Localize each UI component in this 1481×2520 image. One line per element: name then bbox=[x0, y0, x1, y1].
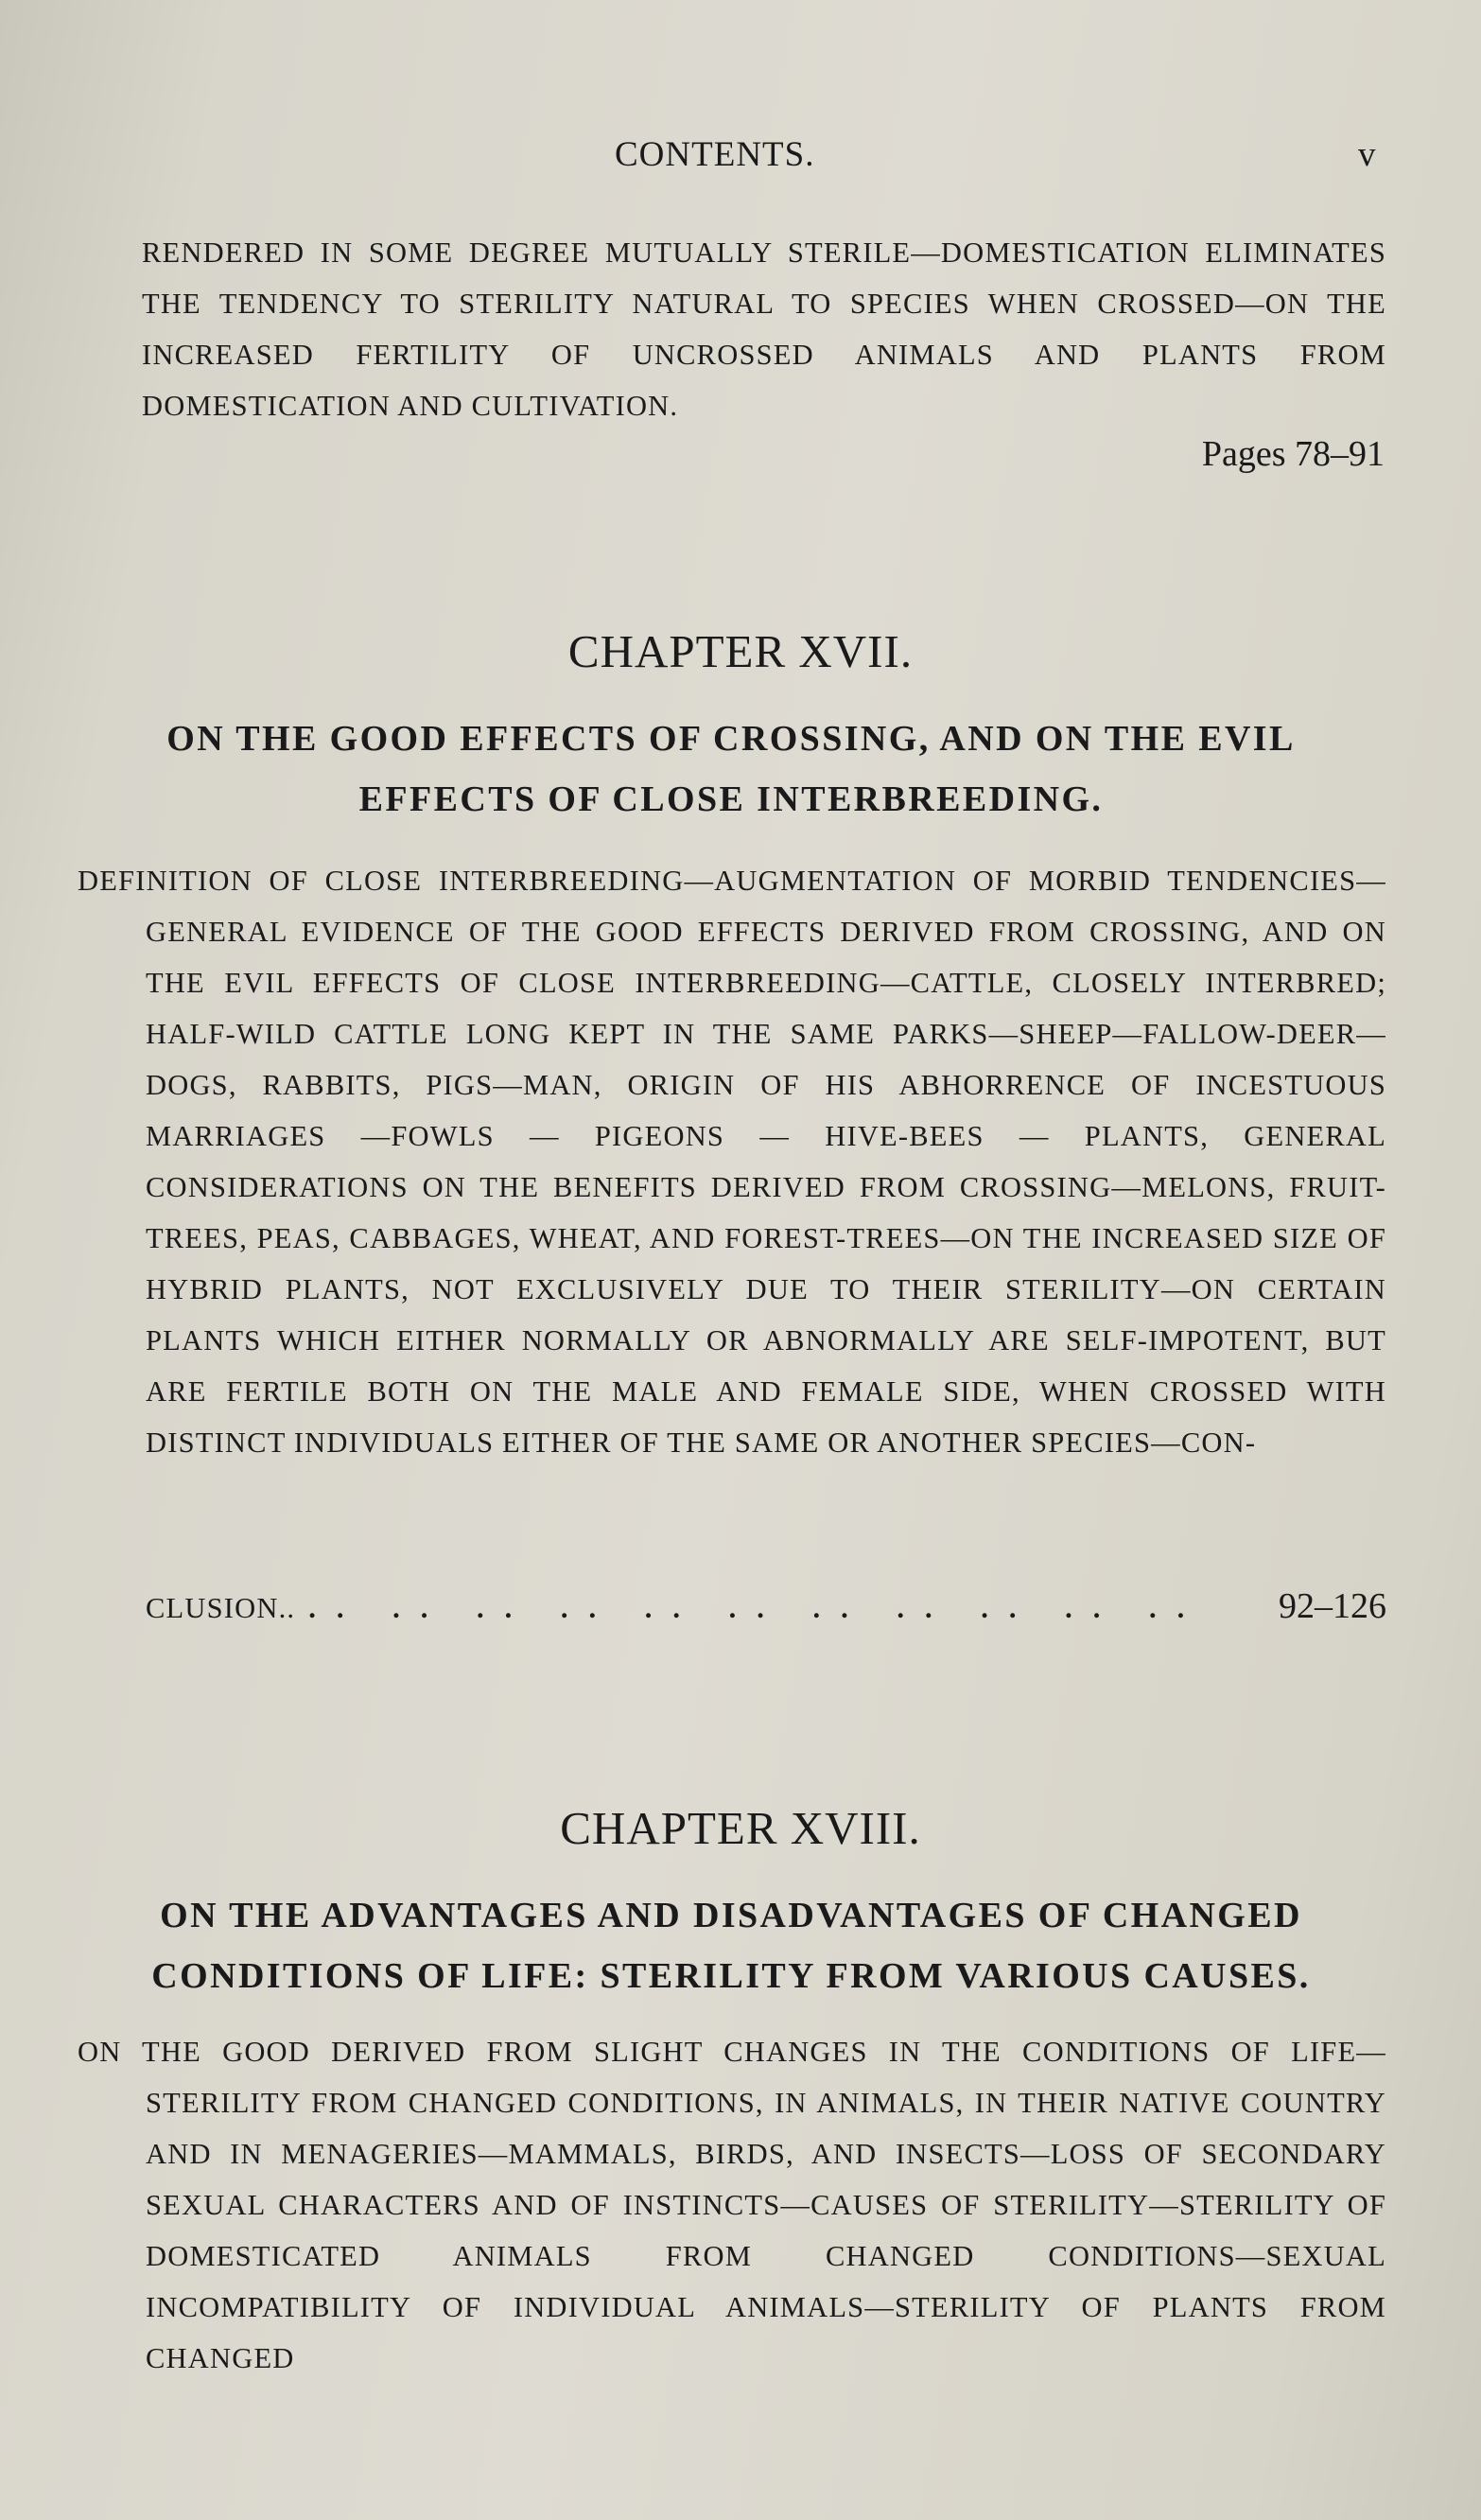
dot-leader: .. .. .. .. .. .. .. .. .. .. .. bbox=[308, 1592, 1206, 1624]
chapter-17-last-word: CLUSION.. bbox=[146, 1592, 296, 1624]
chapter-17-subtitle: ON THE GOOD EFFECTS OF CROSSING, AND ON THE EVIL EFFECTS OF CLOSE INTERBREEDING. bbox=[166, 719, 1296, 819]
chapter-18-subtitle: ON THE ADVANTAGES AND DISADVANTAGES OF CHANGED CONDITIONS OF LIFE: STERILITY FROM VARIOUS CAUSES. bbox=[151, 1896, 1311, 1996]
chapter-17-page-range: 92–126 bbox=[1279, 1586, 1386, 1626]
continuation-summary: RENDERED IN SOME DEGREE MUTUALLY STERILE—DOMESTICATION ELIMINATES THE TENDENCY TO STERILITY NATURAL TO SPECIES WHEN CROSSED—ON THE INCREASED FERTILITY OF UNCROSSED ANIMALS AND PLANTS FROM DOMESTICATION AND CULTIVATION. bbox=[142, 236, 1386, 422]
chapter-17-final-line bbox=[146, 1585, 1386, 1627]
continuation-page-range: Pages 78–91 bbox=[1201, 434, 1385, 474]
running-head bbox=[0, 134, 1481, 182]
page-numeral: v bbox=[1358, 135, 1376, 174]
chapter-17-summary: DEFINITION OF CLOSE INTERBREEDING—AUGMENTATION OF MORBID TENDENCIES—GENERAL EVIDENCE OF THE GOOD EFFECTS DERIVED FROM CROSSING, AND ON THE EVIL EFFECTS OF CLOSE INTERBREEDING—CATTLE, CLOSELY INTERBRED; HALF-WILD CATTLE LONG KEPT IN THE SAME PARKS—SHEEP—FALLOW-DEER—DOGS, RABBITS, PIGS—MAN, ORIGIN OF HIS ABHORRENCE OF INCESTUOUS MARRIAGES —FOWLS — PIGEONS — HIVE-BEES — PLANTS, GENERAL CONSIDERATIONS ON THE BENEFITS DERIVED FROM CROSSING—MELONS, FRUIT-TREES, PEAS, CABBAGES, WHEAT, AND FOREST-TREES—ON THE INCREASED SIZE OF HYBRID PLANTS, NOT EXCLUSIVELY DUE TO THEIR STERILITY—ON CERTAIN PLANTS WHICH EITHER NORMALLY OR ABNORMALLY ARE SELF-IMPOTENT, BUT ARE FERTILE BOTH ON THE MALE AND FEMALE SIDE, WHEN CROSSED WITH DISTINCT INDIVIDUALS EITHER OF THE SAME OR ANOTHER SPECIES—CON- bbox=[78, 865, 1386, 1459]
chapter-17-title: CHAPTER XVII. bbox=[567, 625, 914, 677]
chapter-18-title: CHAPTER XVIII. bbox=[560, 1802, 921, 1854]
running-title: CONTENTS. bbox=[615, 135, 815, 174]
chapter-18-summary: ON THE GOOD DERIVED FROM SLIGHT CHANGES IN THE CONDITIONS OF LIFE—STERILITY FROM CHANGED CONDITIONS, IN ANIMALS, IN THEIR NATIVE COUNTRY AND IN MENAGERIES—MAMMALS, BIRDS, AND INSECTS—LOSS OF SECONDARY SEXUAL CHARACTERS AND OF INSTINCTS—CAUSES OF STERILITY—STERILITY OF DOMESTICATED ANIMALS FROM CHANGED CONDITIONS—SEXUAL INCOMPATIBILITY OF INDIVIDUAL ANIMALS—STERILITY OF PLANTS FROM CHANGED bbox=[78, 2036, 1386, 2374]
